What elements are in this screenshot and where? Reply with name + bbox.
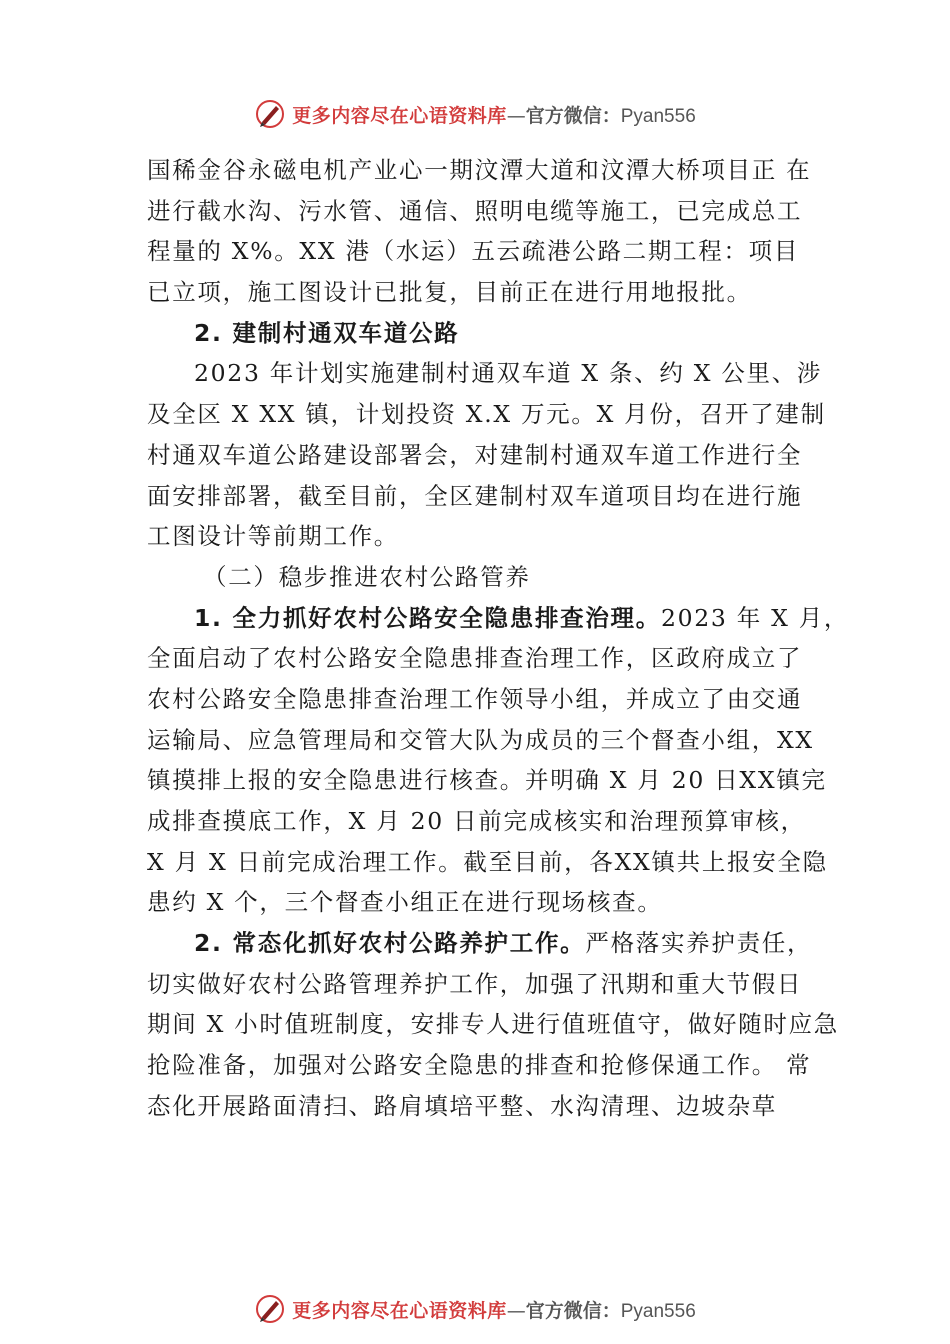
watermark-label: 官方微信： [525,104,621,127]
text-line: 村通双车道公路建设部署会，对建制村通双车道工作进行全 [147,440,803,469]
text-line: 工图设计等前期工作。 [147,522,399,551]
watermark-handle: Pyan556 [620,105,696,127]
watermark-brand: 更多内容尽在心语资料库 [292,1299,507,1322]
text-line: 已立项，施工图设计已批复，目前正在进行用地报批。 [147,278,752,307]
section-heading-rural-road-maintenance: （二）稳步推进农村公路管养 [203,562,531,591]
text-line: 成排查摸底工作，X 月 20 日前完成核实和治理预算审核， [147,807,806,835]
text-line: 进行截水沟、污水管、通信、照明电缆等施工，已完成总工 [147,196,803,225]
text-line: 农村公路安全隐患排查治理工作领导小组，并成立了由交通 [147,684,803,713]
watermark-header [0,96,950,132]
text-line: X 月 X 日前完成治理工作。截至目前，各XX镇共上报安全隐 [147,847,828,876]
lead-in-rest: 2023 年 X 月， [660,603,850,632]
text-line: 面安排部署，截至目前，全区建制村双车道项目均在进行施 [147,481,803,510]
text-line: 全面启动了农村公路安全隐患排查治理工作，区政府成立了 [147,644,803,673]
text-line: 患约 X 个，三个督查小组正在进行现场核查。 [147,888,663,917]
text-line: 镇摸排上报的安全隐患进行核查。并明确 X 月 20 日XX镇完 [147,766,827,795]
text-line: 态化开展路面清扫、路肩填培平整、水沟清理、边坡杂草 [147,1091,777,1120]
pen-logo-icon [254,1293,286,1325]
text-line: 国稀金谷永磁电机产业心一期汶潭大道和汶潭大桥项目正 在 [147,156,812,184]
watermark-dash: — [506,1299,526,1322]
subheading-dual-lane-roads: 2. 建制村通双车道公路 [194,318,460,347]
pen-logo-icon [254,98,286,130]
lead-in-bold: 1. 全力抓好农村公路安全隐患排查治理。 [194,603,661,632]
watermark-dash: — [506,104,526,127]
document-body [147,150,850,1127]
text-line: 切实做好农村公路管理养护工作，加强了汛期和重大节假日 [147,969,803,998]
text-line [147,923,821,964]
watermark-handle: Pyan556 [620,1300,696,1322]
watermark-brand: 更多内容尽在心语资料库 [292,104,507,127]
lead-in-bold: 2. 常态化抓好农村公路养护工作。 [194,929,586,958]
watermark-label: 官方微信： [525,1299,621,1322]
watermark-footer [0,1291,950,1327]
text-line: 程量的 X%。XX 港（水运）五云疏港公路二期工程：项目 [147,237,800,266]
text-line: 期间 X 小时值班制度，安排专人进行值班值守，做好随时应急 [147,1010,839,1039]
text-line: 2023 年计划实施建制村通双车道 X 条、约 X 公里、涉 [194,359,823,388]
text-line: 运输局、应急管理局和交管大队为成员的三个督查小组，XX [147,725,814,754]
text-line: 抢险准备，加强对公路安全隐患的排查和抢修保通工作。 常 [147,1051,812,1080]
text-line [147,598,850,639]
lead-in-rest: 严格落实养护责任， [585,929,813,958]
text-line: 及全区 X XX 镇，计划投资 X.X 万元。X 月份，召开了建制 [147,400,826,429]
